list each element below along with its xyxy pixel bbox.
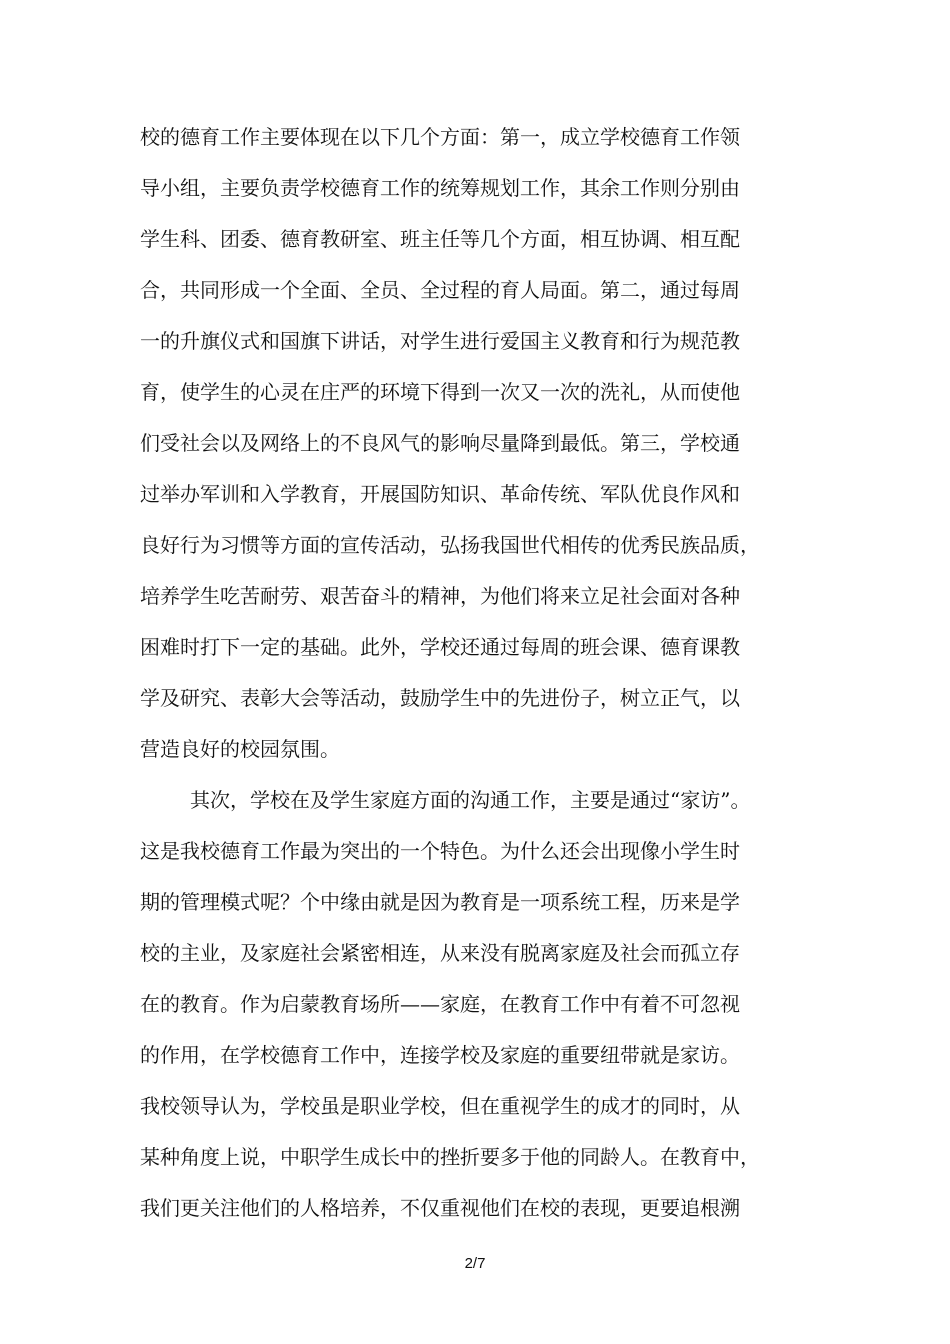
text-line: 良好行为习惯等方面的宣传活动，弘扬我国世代相传的优秀民族品质， [140,533,760,557]
text-line: 校的德育工作主要体现在以下几个方面：第一，成立学校德育工作领 [140,125,740,149]
text-line: 学生科、团委、德育教研室、班主任等几个方面，相互协调、相互配 [140,227,740,251]
text-line: 这是我校德育工作最为突出的一个特色。为什么还会出现像小学生时 [140,839,740,863]
text-line: 其次，学校在及学生家庭方面的沟通工作，主要是通过“家访”。 [190,788,751,812]
text-line: 我校领导认为，学校虽是职业学校，但在重视学生的成才的同时，从 [140,1094,740,1118]
text-line: 我们更关注他们的人格培养，不仅重视他们在校的表现，更要追根溯 [140,1196,740,1220]
text-line: 期的管理模式呢？个中缘由就是因为教育是一项系统工程，历来是学 [140,890,740,914]
text-line: 在的教育。作为启蒙教育场所——家庭，在教育工作中有着不可忽视 [140,992,740,1016]
text-line: 困难时打下一定的基础。此外，学校还通过每周的班会课、德育课教 [140,635,740,659]
text-line: 育，使学生的心灵在庄严的环境下得到一次又一次的洗礼，从而使他 [140,380,740,404]
text-line: 营造良好的校园氛围。 [140,737,340,761]
text-line: 过举办军训和入学教育，开展国防知识、革命传统、军队优良作风和 [140,482,740,506]
text-line: 学及研究、表彰大会等活动，鼓励学生中的先进份子，树立正气，以 [140,686,740,710]
text-line: 某种角度上说，中职学生成长中的挫折要多于他的同龄人。在教育中， [140,1145,760,1169]
text-line: 校的主业，及家庭社会紧密相连，从来没有脱离家庭及社会而孤立存 [140,941,740,965]
text-line: 的作用，在学校德育工作中，连接学校及家庭的重要纽带就是家访。 [140,1043,740,1067]
page-number: 2/7 [464,1255,486,1272]
text-line: 合，共同形成一个全面、全员、全过程的育人局面。第二，通过每周 [140,278,740,302]
text-line: 导小组，主要负责学校德育工作的统筹规划工作，其余工作则分别由 [140,176,740,200]
text-line: 一的升旗仪式和国旗下讲话，对学生进行爱国主义教育和行为规范教 [140,329,740,353]
text-line: 们受社会以及网络上的不良风气的影响尽量降到最低。第三，学校通 [140,431,740,455]
text-line: 培养学生吃苦耐劳、艰苦奋斗的精神，为他们将来立足社会面对各种 [140,584,740,608]
